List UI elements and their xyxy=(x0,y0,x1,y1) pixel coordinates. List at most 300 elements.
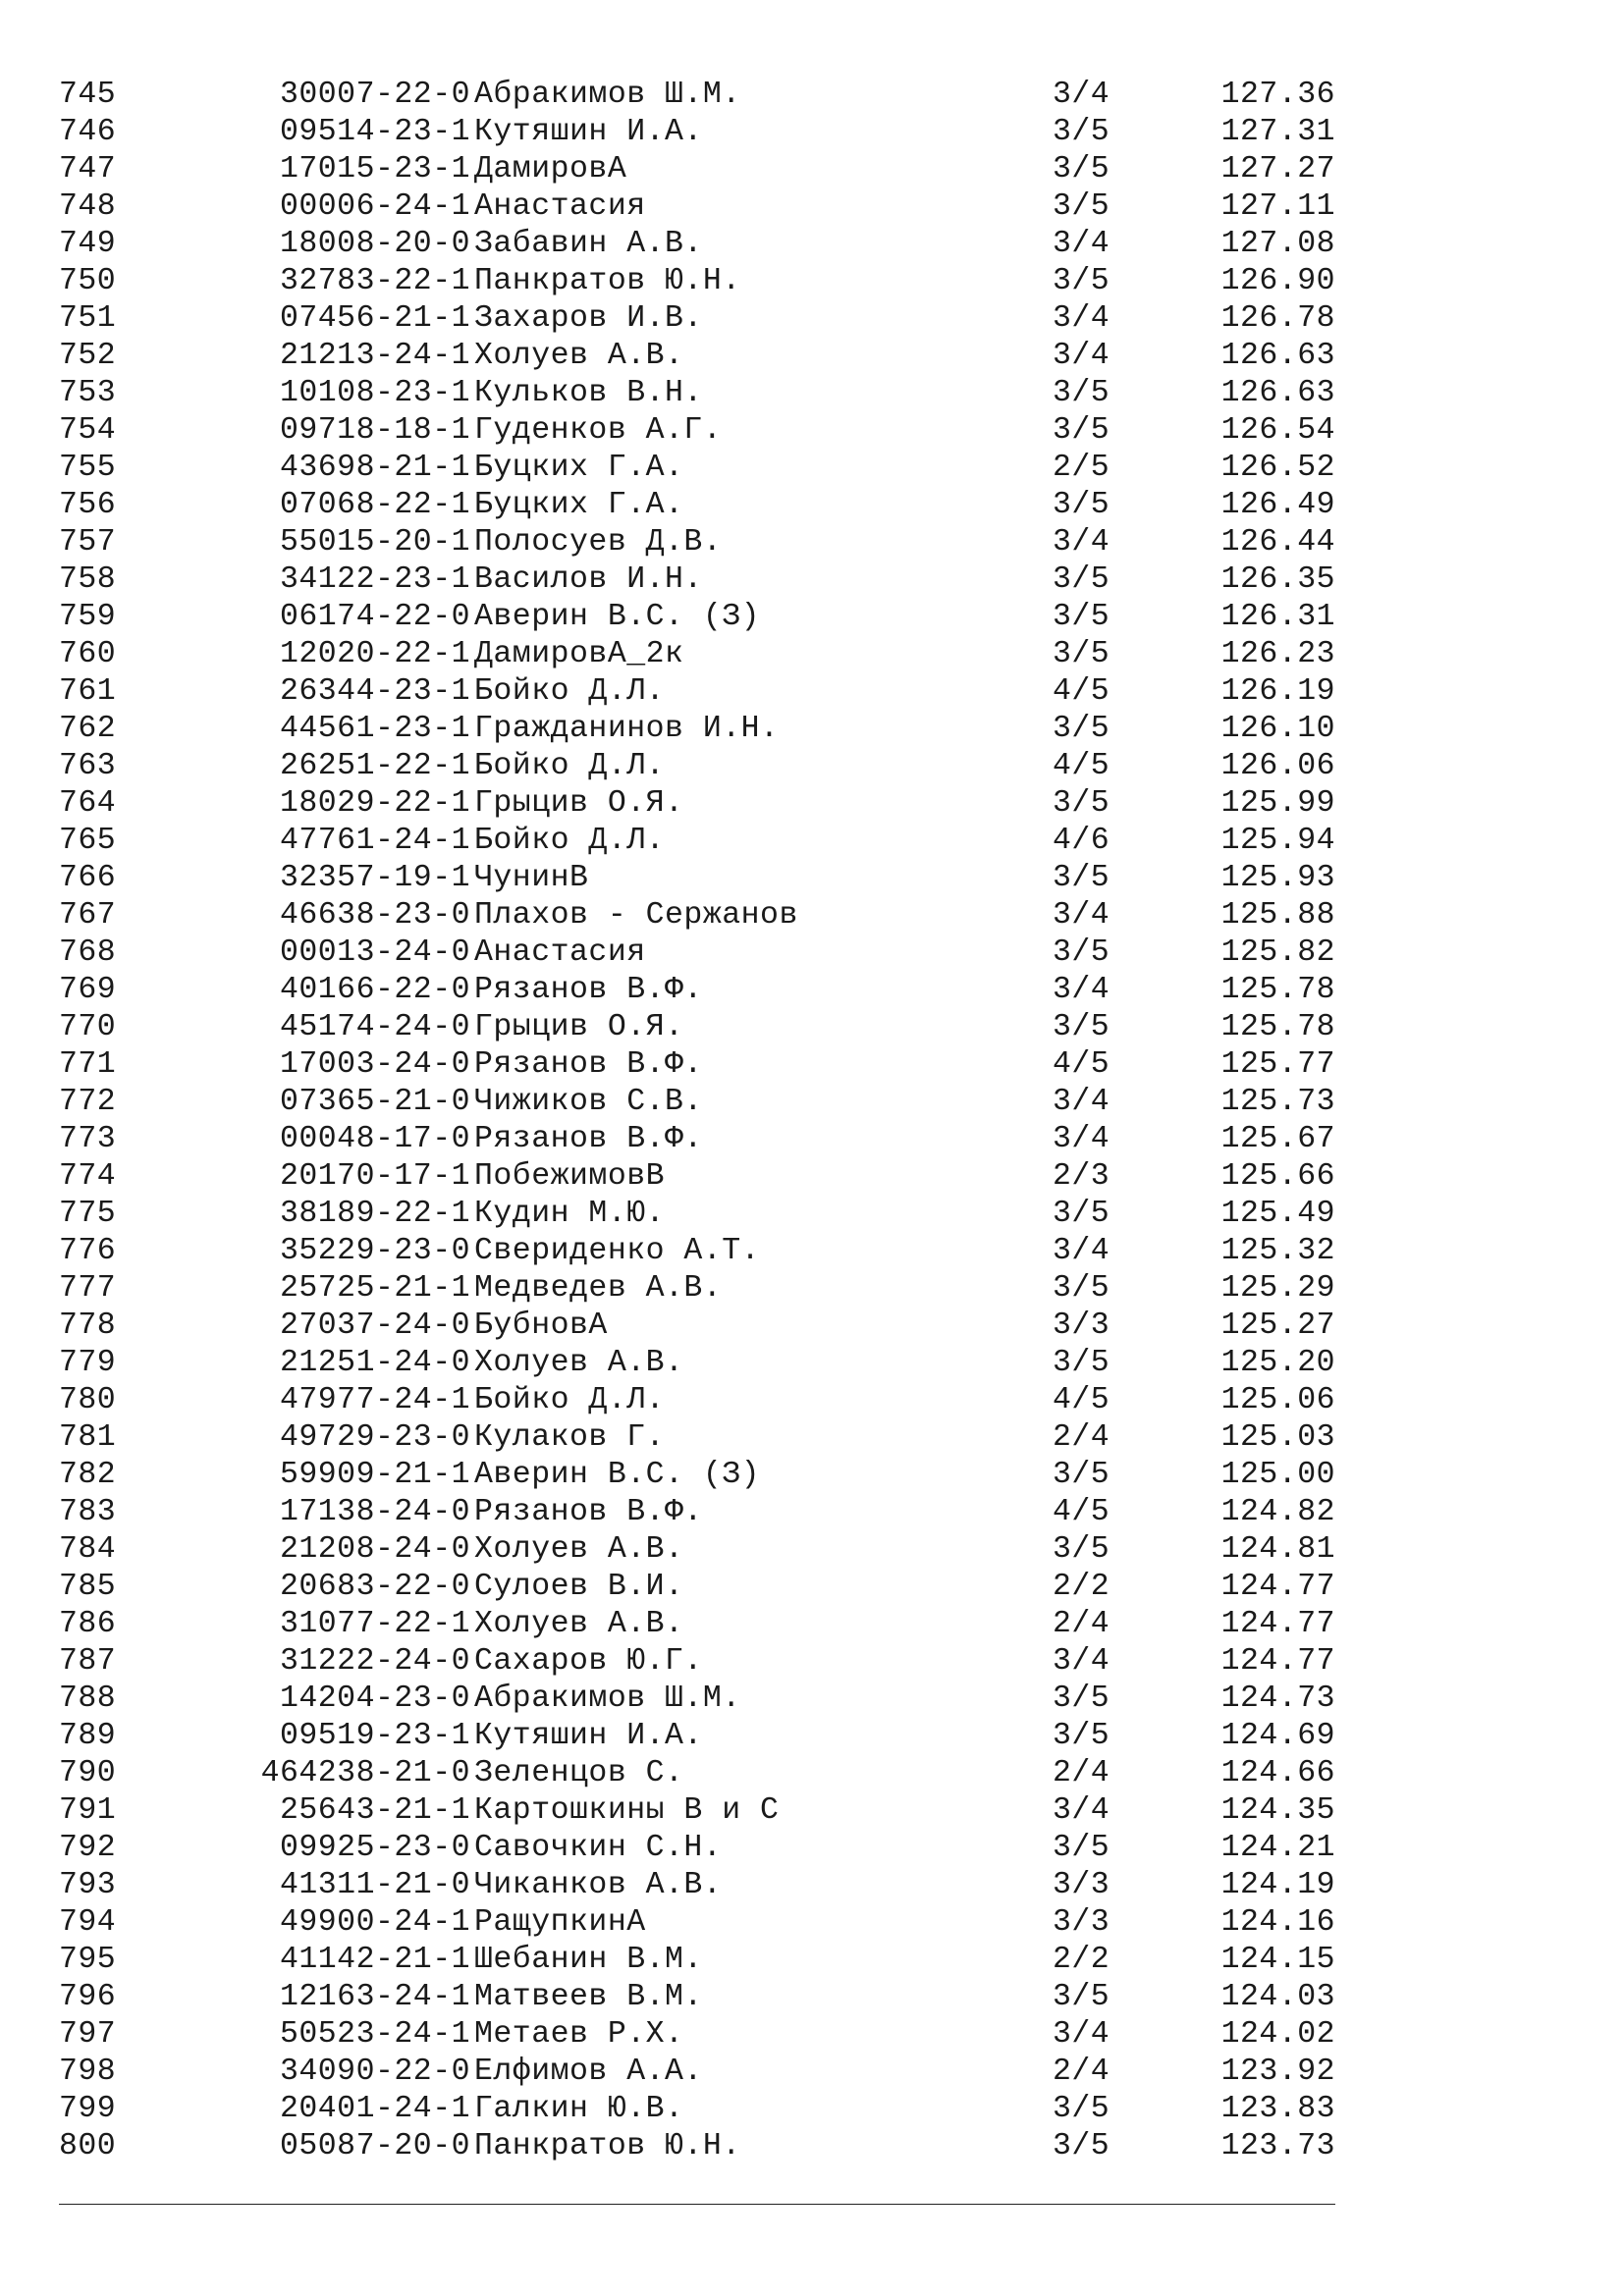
name-cell: Холуев А.В. xyxy=(474,1607,684,1641)
rank-cell: 763 xyxy=(59,749,117,783)
list-row xyxy=(59,263,1335,300)
list-row xyxy=(59,1382,1335,1419)
name-cell: БубновА xyxy=(474,1308,608,1343)
value-cell: 126.35 xyxy=(1220,562,1335,597)
value-cell: 125.29 xyxy=(1220,1271,1335,1306)
name-cell: Анастасия xyxy=(474,189,646,224)
list-row xyxy=(59,934,1335,972)
name-cell: Забавин А.В. xyxy=(474,227,703,261)
value-cell: 126.78 xyxy=(1220,301,1335,336)
value-cell: 126.63 xyxy=(1220,376,1335,410)
value-cell: 124.77 xyxy=(1220,1644,1335,1679)
ratio-cell: 2/4 xyxy=(1053,1607,1110,1641)
bottom-rule xyxy=(59,2204,1335,2205)
id-cell: 49729-23-0 xyxy=(279,1420,470,1455)
rank-cell: 749 xyxy=(59,227,117,261)
ratio-cell: 3/5 xyxy=(1053,152,1110,187)
name-cell: Кулаков Г. xyxy=(474,1420,666,1455)
name-cell: Плахов - Сержанов xyxy=(474,898,798,933)
rank-cell: 793 xyxy=(59,1868,117,1902)
value-cell: 125.88 xyxy=(1220,898,1335,933)
name-cell: Бойко Д.Л. xyxy=(474,674,666,709)
ratio-cell: 2/2 xyxy=(1053,1570,1110,1604)
value-cell: 125.27 xyxy=(1220,1308,1335,1343)
rank-cell: 747 xyxy=(59,152,117,187)
ratio-cell: 3/5 xyxy=(1053,600,1110,634)
value-cell: 124.73 xyxy=(1220,1682,1335,1716)
list-row xyxy=(59,1494,1335,1531)
id-cell: 34122-23-1 xyxy=(279,562,470,597)
rank-cell: 757 xyxy=(59,525,117,560)
rank-cell: 780 xyxy=(59,1383,117,1417)
value-cell: 127.36 xyxy=(1220,78,1335,112)
rank-cell: 771 xyxy=(59,1047,117,1082)
id-cell: 00013-24-0 xyxy=(279,935,470,970)
rank-cell: 761 xyxy=(59,674,117,709)
ratio-cell: 3/5 xyxy=(1053,712,1110,746)
id-cell: 25643-21-1 xyxy=(279,1793,470,1828)
rank-cell: 777 xyxy=(59,1271,117,1306)
id-cell: 55015-20-1 xyxy=(279,525,470,560)
list-row xyxy=(59,972,1335,1009)
list-row xyxy=(59,748,1335,785)
name-cell: Галкин Ю.В. xyxy=(474,2092,684,2126)
name-cell: Василов И.Н. xyxy=(474,562,703,597)
list-row xyxy=(59,1643,1335,1681)
ratio-cell: 3/5 xyxy=(1053,488,1110,522)
rank-cell: 754 xyxy=(59,413,117,448)
value-cell: 126.49 xyxy=(1220,488,1335,522)
list-row xyxy=(59,338,1335,375)
ratio-cell: 3/4 xyxy=(1053,525,1110,560)
list-row xyxy=(59,1942,1335,1979)
name-cell: ДамировА_2к xyxy=(474,637,684,671)
name-cell: Захаров И.В. xyxy=(474,301,703,336)
rank-cell: 790 xyxy=(59,1756,117,1790)
id-cell: 20401-24-1 xyxy=(279,2092,470,2126)
rank-cell: 794 xyxy=(59,1905,117,1940)
value-cell: 124.77 xyxy=(1220,1570,1335,1604)
ratio-cell: 3/5 xyxy=(1053,1197,1110,1231)
id-cell: 45174-24-0 xyxy=(279,1010,470,1044)
id-cell: 09519-23-1 xyxy=(279,1719,470,1753)
value-cell: 127.31 xyxy=(1220,115,1335,149)
value-cell: 124.16 xyxy=(1220,1905,1335,1940)
name-cell: Бойко Д.Л. xyxy=(474,1383,666,1417)
rank-cell: 789 xyxy=(59,1719,117,1753)
name-cell: Чиканков А.В. xyxy=(474,1868,723,1902)
rank-cell: 799 xyxy=(59,2092,117,2126)
ratio-cell: 2/2 xyxy=(1053,1943,1110,1977)
ratio-cell: 3/4 xyxy=(1053,301,1110,336)
id-cell: 32357-19-1 xyxy=(279,861,470,895)
ratio-cell: 4/6 xyxy=(1053,824,1110,858)
rank-cell: 770 xyxy=(59,1010,117,1044)
rank-cell: 782 xyxy=(59,1458,117,1492)
id-cell: 00048-17-0 xyxy=(279,1122,470,1156)
name-cell: Холуев А.В. xyxy=(474,1346,684,1380)
rank-cell: 768 xyxy=(59,935,117,970)
ratio-cell: 3/5 xyxy=(1053,1682,1110,1716)
ratio-cell: 3/4 xyxy=(1053,78,1110,112)
ratio-cell: 3/3 xyxy=(1053,1308,1110,1343)
list-row xyxy=(59,1308,1335,1345)
ratio-cell: 3/5 xyxy=(1053,1346,1110,1380)
rank-cell: 792 xyxy=(59,1831,117,1865)
name-cell: Чижиков С.В. xyxy=(474,1085,703,1119)
list-row xyxy=(59,860,1335,897)
list-row xyxy=(59,1046,1335,1084)
ratio-cell: 2/4 xyxy=(1053,1420,1110,1455)
id-cell: 09514-23-1 xyxy=(279,115,470,149)
list-row xyxy=(59,897,1335,934)
list-row xyxy=(59,1158,1335,1196)
name-cell: Полосуев Д.В. xyxy=(474,525,723,560)
list-row xyxy=(59,2054,1335,2091)
value-cell: 125.82 xyxy=(1220,935,1335,970)
ratio-cell: 3/4 xyxy=(1053,1644,1110,1679)
id-cell: 30007-22-0 xyxy=(279,78,470,112)
list-row xyxy=(59,1270,1335,1308)
value-cell: 126.23 xyxy=(1220,637,1335,671)
ratio-cell: 3/5 xyxy=(1053,2129,1110,2163)
name-cell: Рязанов В.Ф. xyxy=(474,1495,703,1529)
id-cell: 20170-17-1 xyxy=(279,1159,470,1194)
ratio-cell: 3/4 xyxy=(1053,2017,1110,2052)
list-row xyxy=(59,2128,1335,2165)
list-row xyxy=(59,1233,1335,1270)
value-cell: 126.19 xyxy=(1220,674,1335,709)
ratio-cell: 2/3 xyxy=(1053,1159,1110,1194)
ratio-cell: 3/5 xyxy=(1053,413,1110,448)
value-cell: 124.21 xyxy=(1220,1831,1335,1865)
name-cell: РащупкинА xyxy=(474,1905,646,1940)
id-cell: 20683-22-0 xyxy=(279,1570,470,1604)
name-cell: Кутяшин И.А. xyxy=(474,115,703,149)
value-cell: 124.15 xyxy=(1220,1943,1335,1977)
ratio-cell: 3/5 xyxy=(1053,786,1110,821)
list-row xyxy=(59,636,1335,673)
name-cell: Зеленцов С. xyxy=(474,1756,684,1790)
id-cell: 41311-21-0 xyxy=(279,1868,470,1902)
list-row xyxy=(59,1867,1335,1904)
list-row xyxy=(59,2016,1335,2054)
name-cell: Медведев А.В. xyxy=(474,1271,723,1306)
id-cell: 25725-21-1 xyxy=(279,1271,470,1306)
value-cell: 125.73 xyxy=(1220,1085,1335,1119)
id-cell: 07068-22-1 xyxy=(279,488,470,522)
rank-cell: 762 xyxy=(59,712,117,746)
id-cell: 18008-20-0 xyxy=(279,227,470,261)
value-cell: 124.82 xyxy=(1220,1495,1335,1529)
name-cell: Буцких Г.А. xyxy=(474,488,684,522)
id-cell: 09718-18-1 xyxy=(279,413,470,448)
name-cell: ПобежимовВ xyxy=(474,1159,666,1194)
rank-cell: 783 xyxy=(59,1495,117,1529)
list-row xyxy=(59,1084,1335,1121)
rank-cell: 759 xyxy=(59,600,117,634)
rank-cell: 795 xyxy=(59,1943,117,1977)
rank-cell: 767 xyxy=(59,898,117,933)
ratio-cell: 3/5 xyxy=(1053,115,1110,149)
rank-cell: 760 xyxy=(59,637,117,671)
list-row xyxy=(59,375,1335,412)
name-cell: Гражданинов И.Н. xyxy=(474,712,780,746)
name-cell: Анастасия xyxy=(474,935,646,970)
value-cell: 123.83 xyxy=(1220,2092,1335,2126)
value-cell: 125.67 xyxy=(1220,1122,1335,1156)
name-cell: Панкратов Ю.Н. xyxy=(474,264,741,298)
ratio-cell: 3/4 xyxy=(1053,1234,1110,1268)
ratio-cell: 3/5 xyxy=(1053,1458,1110,1492)
name-cell: Рязанов В.Ф. xyxy=(474,973,703,1007)
id-cell: 38189-22-1 xyxy=(279,1197,470,1231)
ratio-cell: 3/5 xyxy=(1053,1532,1110,1567)
id-cell: 09925-23-0 xyxy=(279,1831,470,1865)
list-row xyxy=(59,412,1335,450)
id-cell: 32783-22-1 xyxy=(279,264,470,298)
rank-cell: 764 xyxy=(59,786,117,821)
ratio-cell: 3/5 xyxy=(1053,637,1110,671)
rank-cell: 800 xyxy=(59,2129,117,2163)
name-cell: ДамировА xyxy=(474,152,627,187)
value-cell: 124.03 xyxy=(1220,1980,1335,2014)
value-cell: 125.78 xyxy=(1220,973,1335,1007)
list-row xyxy=(59,226,1335,263)
ratio-cell: 2/4 xyxy=(1053,1756,1110,1790)
list-row xyxy=(59,1755,1335,1792)
name-cell: Грыцив О.Я. xyxy=(474,1010,684,1044)
name-cell: Елфимов А.А. xyxy=(474,2055,703,2089)
value-cell: 127.11 xyxy=(1220,189,1335,224)
id-cell: 21213-24-1 xyxy=(279,339,470,373)
value-cell: 125.06 xyxy=(1220,1383,1335,1417)
ratio-cell: 3/5 xyxy=(1053,562,1110,597)
id-cell: 06174-22-0 xyxy=(279,600,470,634)
list-row xyxy=(59,785,1335,823)
id-cell: 05087-20-0 xyxy=(279,2129,470,2163)
id-cell: 59909-21-1 xyxy=(279,1458,470,1492)
id-cell: 07456-21-1 xyxy=(279,301,470,336)
value-cell: 125.32 xyxy=(1220,1234,1335,1268)
value-cell: 125.78 xyxy=(1220,1010,1335,1044)
name-cell: Панкратов Ю.Н. xyxy=(474,2129,741,2163)
rank-cell: 797 xyxy=(59,2017,117,2052)
ratio-cell: 4/5 xyxy=(1053,749,1110,783)
rank-cell: 769 xyxy=(59,973,117,1007)
list-row xyxy=(59,1979,1335,2016)
ratio-cell: 3/4 xyxy=(1053,1122,1110,1156)
value-cell: 124.66 xyxy=(1220,1756,1335,1790)
ratio-cell: 4/5 xyxy=(1053,1495,1110,1529)
id-cell: 10108-23-1 xyxy=(279,376,470,410)
name-cell: Рязанов В.Ф. xyxy=(474,1047,703,1082)
list-row xyxy=(59,1009,1335,1046)
id-cell: 40166-22-0 xyxy=(279,973,470,1007)
value-cell: 125.93 xyxy=(1220,861,1335,895)
rank-cell: 758 xyxy=(59,562,117,597)
ratio-cell: 3/5 xyxy=(1053,935,1110,970)
id-cell: 35229-23-0 xyxy=(279,1234,470,1268)
name-cell: Метаев Р.Х. xyxy=(474,2017,684,2052)
value-cell: 126.63 xyxy=(1220,339,1335,373)
id-cell: 26344-23-1 xyxy=(279,674,470,709)
id-cell: 17138-24-0 xyxy=(279,1495,470,1529)
rank-cell: 774 xyxy=(59,1159,117,1194)
name-cell: Сулоев В.И. xyxy=(474,1570,684,1604)
id-cell: 47761-24-1 xyxy=(279,824,470,858)
value-cell: 124.19 xyxy=(1220,1868,1335,1902)
rank-cell: 756 xyxy=(59,488,117,522)
ratio-cell: 3/5 xyxy=(1053,1719,1110,1753)
value-cell: 126.06 xyxy=(1220,749,1335,783)
ratio-cell: 3/5 xyxy=(1053,264,1110,298)
ratio-cell: 3/5 xyxy=(1053,861,1110,895)
ratio-cell: 3/5 xyxy=(1053,1980,1110,2014)
name-cell: Холуев А.В. xyxy=(474,1532,684,1567)
list-row xyxy=(59,1457,1335,1494)
value-cell: 124.02 xyxy=(1220,2017,1335,2052)
rank-cell: 781 xyxy=(59,1420,117,1455)
rank-cell: 745 xyxy=(59,78,117,112)
rank-cell: 746 xyxy=(59,115,117,149)
list-row xyxy=(59,188,1335,226)
rank-cell: 791 xyxy=(59,1793,117,1828)
list-row xyxy=(59,450,1335,487)
id-cell: 31077-22-1 xyxy=(279,1607,470,1641)
id-cell: 17003-24-0 xyxy=(279,1047,470,1082)
list-row xyxy=(59,1904,1335,1942)
list-row xyxy=(59,1792,1335,1830)
value-cell: 127.08 xyxy=(1220,227,1335,261)
rank-cell: 775 xyxy=(59,1197,117,1231)
ratio-cell: 3/5 xyxy=(1053,1010,1110,1044)
id-cell: 00006-24-1 xyxy=(279,189,470,224)
list-row xyxy=(59,823,1335,860)
ratio-cell: 3/5 xyxy=(1053,2092,1110,2126)
name-cell: Абракимов Ш.М. xyxy=(474,78,741,112)
name-cell: Бойко Д.Л. xyxy=(474,749,666,783)
name-cell: Аверин В.С. (З) xyxy=(474,600,761,634)
list-row xyxy=(59,1345,1335,1382)
value-cell: 126.10 xyxy=(1220,712,1335,746)
list-row xyxy=(59,151,1335,188)
list-row xyxy=(59,1121,1335,1158)
name-cell: Рязанов В.Ф. xyxy=(474,1122,703,1156)
rank-cell: 776 xyxy=(59,1234,117,1268)
ratio-cell: 3/3 xyxy=(1053,1868,1110,1902)
ratio-cell: 3/4 xyxy=(1053,1793,1110,1828)
ratio-cell: 3/4 xyxy=(1053,339,1110,373)
value-cell: 126.90 xyxy=(1220,264,1335,298)
list-row xyxy=(59,2091,1335,2128)
rank-cell: 752 xyxy=(59,339,117,373)
value-cell: 125.20 xyxy=(1220,1346,1335,1380)
list-row xyxy=(59,1718,1335,1755)
name-cell: Свериденко А.Т. xyxy=(474,1234,761,1268)
ratio-cell: 4/5 xyxy=(1053,1383,1110,1417)
value-cell: 124.35 xyxy=(1220,1793,1335,1828)
value-cell: 123.73 xyxy=(1220,2129,1335,2163)
ratio-cell: 3/5 xyxy=(1053,376,1110,410)
list-row xyxy=(59,487,1335,524)
name-cell: Шебанин В.М. xyxy=(474,1943,703,1977)
list-row xyxy=(59,673,1335,711)
id-cell: 46638-23-0 xyxy=(279,898,470,933)
name-cell: Аверин В.С. (З) xyxy=(474,1458,761,1492)
rank-cell: 748 xyxy=(59,189,117,224)
id-cell: 43698-21-1 xyxy=(279,451,470,485)
ranking-list xyxy=(59,77,1335,2165)
name-cell: Кудин М.Ю. xyxy=(474,1197,666,1231)
value-cell: 124.77 xyxy=(1220,1607,1335,1641)
id-cell: 21251-24-0 xyxy=(279,1346,470,1380)
value-cell: 125.94 xyxy=(1220,824,1335,858)
ratio-cell: 2/5 xyxy=(1053,451,1110,485)
value-cell: 125.03 xyxy=(1220,1420,1335,1455)
id-cell: 44561-23-1 xyxy=(279,712,470,746)
name-cell: ЧунинВ xyxy=(474,861,589,895)
list-row xyxy=(59,77,1335,114)
value-cell: 125.77 xyxy=(1220,1047,1335,1082)
value-cell: 125.66 xyxy=(1220,1159,1335,1194)
id-cell: 47977-24-1 xyxy=(279,1383,470,1417)
name-cell: Гуденков А.Г. xyxy=(474,413,723,448)
list-row xyxy=(59,711,1335,748)
id-cell: 31222-24-0 xyxy=(279,1644,470,1679)
list-row xyxy=(59,114,1335,151)
list-row xyxy=(59,1196,1335,1233)
id-cell: 17015-23-1 xyxy=(279,152,470,187)
value-cell: 126.54 xyxy=(1220,413,1335,448)
value-cell: 126.44 xyxy=(1220,525,1335,560)
ratio-cell: 3/4 xyxy=(1053,1085,1110,1119)
name-cell: Матвеев В.М. xyxy=(474,1980,703,2014)
list-row xyxy=(59,1419,1335,1457)
rank-cell: 755 xyxy=(59,451,117,485)
list-row xyxy=(59,524,1335,561)
ratio-cell: 3/3 xyxy=(1053,1905,1110,1940)
name-cell: Кульков В.Н. xyxy=(474,376,703,410)
id-cell: 12020-22-1 xyxy=(279,637,470,671)
name-cell: Картошкины В и С xyxy=(474,1793,780,1828)
value-cell: 127.27 xyxy=(1220,152,1335,187)
name-cell: Бойко Д.Л. xyxy=(474,824,666,858)
list-row xyxy=(59,561,1335,599)
ratio-cell: 2/4 xyxy=(1053,2055,1110,2089)
value-cell: 125.00 xyxy=(1220,1458,1335,1492)
id-cell: 41142-21-1 xyxy=(279,1943,470,1977)
id-cell: 464238-21-0 xyxy=(260,1756,470,1790)
id-cell: 18029-22-1 xyxy=(279,786,470,821)
value-cell: 124.81 xyxy=(1220,1532,1335,1567)
value-cell: 123.92 xyxy=(1220,2055,1335,2089)
id-cell: 26251-22-1 xyxy=(279,749,470,783)
id-cell: 21208-24-0 xyxy=(279,1532,470,1567)
list-row xyxy=(59,599,1335,636)
ratio-cell: 4/5 xyxy=(1053,674,1110,709)
rank-cell: 751 xyxy=(59,301,117,336)
ratio-cell: 3/4 xyxy=(1053,973,1110,1007)
ratio-cell: 3/4 xyxy=(1053,898,1110,933)
rank-cell: 786 xyxy=(59,1607,117,1641)
list-row xyxy=(59,300,1335,338)
rank-cell: 773 xyxy=(59,1122,117,1156)
rank-cell: 788 xyxy=(59,1682,117,1716)
ratio-cell: 3/4 xyxy=(1053,227,1110,261)
rank-cell: 798 xyxy=(59,2055,117,2089)
name-cell: Абракимов Ш.М. xyxy=(474,1682,741,1716)
